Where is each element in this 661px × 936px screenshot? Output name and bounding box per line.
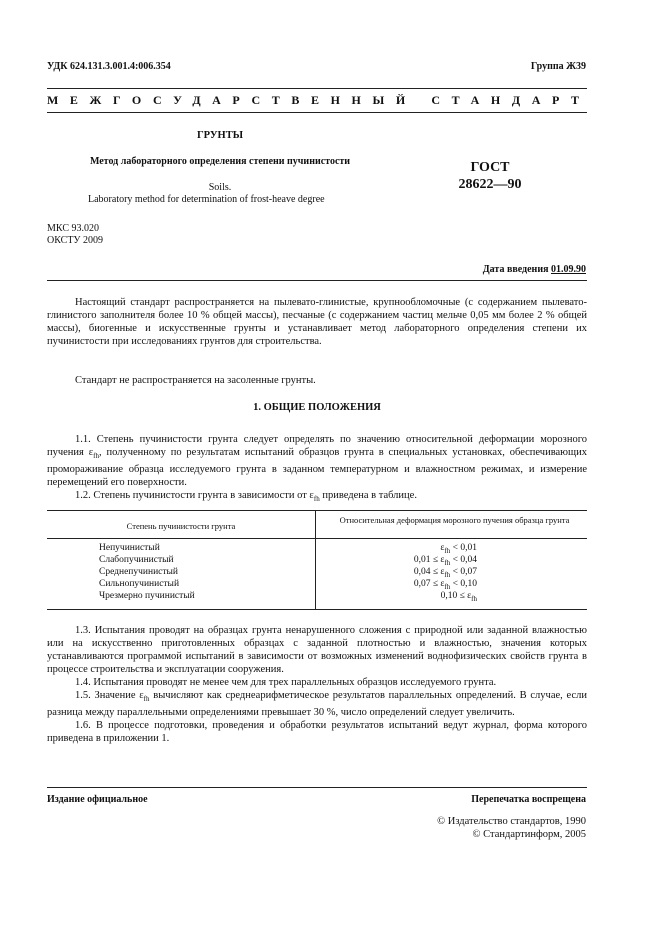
date-value: 01.09.90 xyxy=(551,264,586,275)
document-title: ГРУНТЫ xyxy=(196,130,244,141)
table-row xyxy=(47,591,587,603)
gost-number: 28622—90 xyxy=(458,177,522,192)
english-title-line1: Soils. xyxy=(208,182,232,193)
top-rule xyxy=(47,88,587,89)
udk-code: УДК 624.131.3.001.4:006.354 xyxy=(47,61,171,72)
banner-rule xyxy=(47,112,587,113)
clause-1-1: 1.1. Степень пучинистости грунта следует определять по значению относительной деформации морозного пучения $\varepsilon_{fh}$, полученному по результатам испытаний образцов грунта в специальных установках, обеспечивающих промораживание образца исследуемого грунта в заданном температурном и влажностном режимах, и измерение перемещений его поверхности. xyxy=(47,434,587,489)
clause-1-5: 1.5. Значение $\varepsilon_{fh}$ вычисляют как среднеарифметическое результатов параллельных определений. В случае, если разница между параллельными определениями превышает 30 %, число определений следует увеличить. xyxy=(47,690,587,719)
clause-1-6: 1.6. В процессе подготовки, проведения и обработки результатов испытаний ведут журнал, форма которого приведена в приложении 1. xyxy=(47,720,587,745)
copyright-line-2: © Стандартинформ, 2005 xyxy=(472,829,586,840)
row-value: $0,01 \le \varepsilon_{fh} < 0,04$ xyxy=(413,555,477,567)
row-value: $0,07 \le \varepsilon_{fh} < 0,10$ xyxy=(413,579,477,591)
table-header xyxy=(47,510,587,539)
section1-clauses-b xyxy=(47,624,587,745)
table-row xyxy=(47,567,587,579)
row-value: $\varepsilon_{fh} < 0,01$ xyxy=(440,543,477,555)
date-label: Дата введения xyxy=(482,264,549,275)
gost-designation xyxy=(455,159,525,193)
table-body xyxy=(47,539,587,609)
table-header-degree: Степень пучинистости грунта xyxy=(126,521,236,531)
copyright-block xyxy=(437,815,586,841)
table-row xyxy=(47,543,587,555)
gost-label: ГОСТ xyxy=(470,160,510,175)
document-subtitle: Метод лабораторного определения степени пучинистости xyxy=(89,156,351,167)
row-degree: Сильнопучинистый xyxy=(99,579,180,589)
section-heading: 1. ОБЩИЕ ПОЛОЖЕНИЯ xyxy=(253,402,381,413)
english-title-line2: Laboratory method for determination of frost-heave degree xyxy=(88,194,325,205)
reprint-prohibited-label: Перепечатка воспрещена xyxy=(471,794,586,805)
row-degree: Непучинистый xyxy=(99,543,160,553)
table-row xyxy=(47,579,587,591)
table-bottom-rule xyxy=(47,609,587,610)
introduction-date xyxy=(483,264,586,275)
okstu-code: ОКСТУ 2009 xyxy=(47,235,104,246)
clause-1-3: 1.3. Испытания проводят на образцах грунта ненарушенного сложения с природной или заданной влажностью или на искусственно приготовленных образцах с заданной плотностью и влажностью, значения которых устанавливаются программой испытаний в зависимости от возможных изменений воднофизических свойств грунта в процессе строительства и эксплуатации сооружения. xyxy=(47,625,587,675)
clause-1-2: 1.2. Степень пучинистости грунта в зависимости от $\varepsilon_{fh}$ приведена в таблице. xyxy=(75,490,417,504)
section1-clauses-a xyxy=(47,433,587,506)
frost-heave-table xyxy=(47,510,587,610)
row-value: $0,10 \le \varepsilon_{fh}$ xyxy=(440,591,477,603)
footer-rule xyxy=(47,787,587,788)
copyright-line-1: © Издательство стандартов, 1990 xyxy=(437,816,586,827)
mks-code: МКС 93.020 xyxy=(47,223,99,234)
table-row xyxy=(47,555,587,567)
group-code: Группа Ж39 xyxy=(530,61,586,72)
row-value: $0,04 \le \varepsilon_{fh} < 0,07$ xyxy=(413,567,477,579)
official-edition-label: Издание официальное xyxy=(47,794,148,805)
header-divider xyxy=(315,511,316,538)
clause-1-4: 1.4. Испытания проводят не менее чем для трех параллельных образцов исследуемого грунта. xyxy=(75,677,497,688)
row-degree: Среднепучинистый xyxy=(99,567,179,577)
date-rule xyxy=(47,280,587,281)
intro-exclusion: Стандарт не распространяется на засоленные грунты. xyxy=(75,375,316,386)
classification-codes xyxy=(47,223,103,247)
intro-section-2 xyxy=(47,374,587,387)
row-degree: Чрезмерно пучинистый xyxy=(99,591,195,601)
intro-section xyxy=(47,296,587,348)
intro-paragraph: Настоящий стандарт распространяется на пылевато-глинистые, крупнообломочные (с содержанием пылевато-глинистого заполнителя более 10 % общей массы), песчаные (с содержанием частиц мельче 0,05 мм более 2 % общей массы), биогенные и искусственные грунты и устанавливает метод лабораторного определения степени их пучинистости при исследованиях грунтов для строительства. xyxy=(47,297,587,347)
standard-type-banner: МЕЖГОСУДАРСТВЕННЫЙ СТАНДАРТ xyxy=(47,93,591,107)
table-header-deformation: Относительная деформация морозного пучения образца грунта xyxy=(339,515,570,525)
row-degree: Слабопучинистый xyxy=(99,555,174,565)
